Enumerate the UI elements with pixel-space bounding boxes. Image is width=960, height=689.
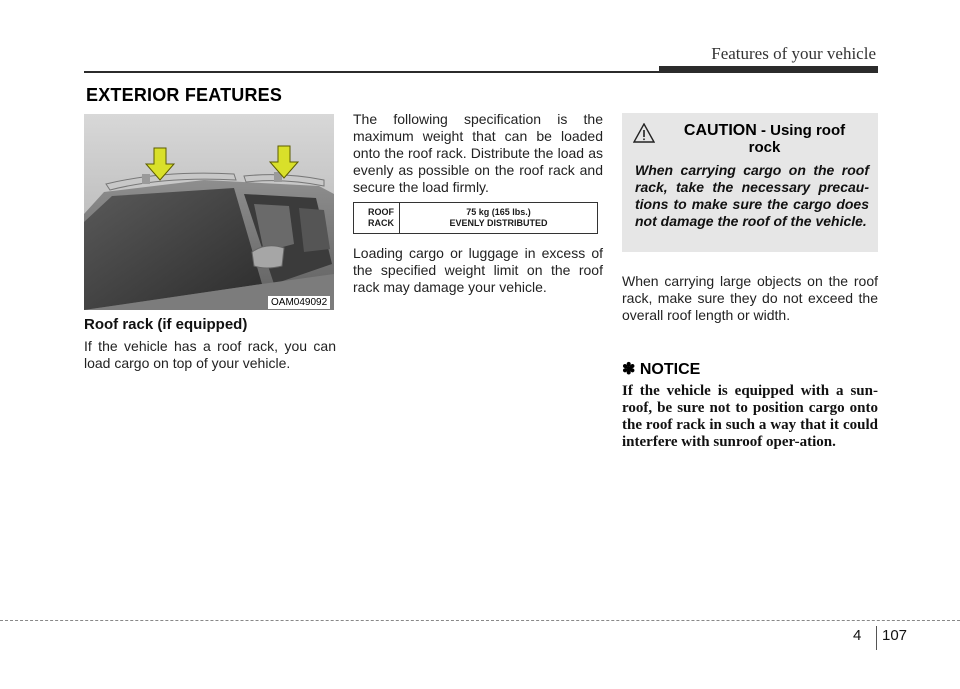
spec-value-line1: 75 kg (165 lbs.): [466, 207, 531, 217]
spec-table-label: [354, 203, 400, 233]
weight-warning-paragraph: Loading cargo or luggage in excess of the specified weight limit on the roof rack may damage your vehicle.: [353, 245, 603, 295]
car-roof-illustration: [84, 114, 334, 310]
large-objects-paragraph: When carrying large objects on the roof rack, make sure they do not exceed the overall roof length or width.: [622, 273, 878, 323]
warning-triangle-icon: [633, 123, 655, 143]
caution-title: [662, 122, 867, 156]
spec-label-line1: ROOF: [368, 207, 394, 217]
page-number: 107: [882, 627, 908, 644]
figure-code: OAM049092: [268, 296, 330, 309]
page-number-divider: [876, 626, 877, 650]
running-header-title: Features of your vehicle: [711, 44, 876, 63]
caution-box: [622, 113, 878, 252]
caution-title-line1: - Using roof: [756, 122, 846, 139]
roof-rack-intro: If the vehicle has a roof rack, you can load cargo on top of your vehicle.: [84, 338, 336, 371]
notice-text: If the vehicle is equipped with a sun-roof, be sure not to position cargo onto the roof rack in such a way that it could interfere with sunroof oper-ation.: [622, 383, 878, 450]
roof-rack-photo: [84, 114, 334, 310]
notice-title: ✽ NOTICE: [622, 361, 701, 378]
chapter-number: 4: [853, 627, 862, 644]
roof-rack-heading: Roof rack (if equipped): [84, 316, 248, 333]
spec-table: [353, 202, 598, 234]
header-rule: [84, 71, 878, 73]
caution-text: When carrying cargo on the roof rack, take the necessary precau-tions to make sure the cargo does not damage the roof of the vehicle.: [635, 162, 869, 229]
section-title: EXTERIOR FEATURES: [86, 85, 283, 105]
spec-paragraph: The following specification is the maximum weight that can be loaded onto the roof rack. Distribute the load as evenly as possible on the roof rack and secure the load firmly.: [353, 111, 603, 195]
caution-label: CAUTION: [683, 122, 757, 139]
spec-table-value: [400, 203, 597, 233]
footer-rule: [0, 620, 960, 621]
spec-value-line2: EVENLY DISTRIBUTED: [449, 218, 548, 228]
spec-label-line2: RACK: [368, 218, 394, 228]
caution-title-line2: rock: [748, 139, 781, 156]
